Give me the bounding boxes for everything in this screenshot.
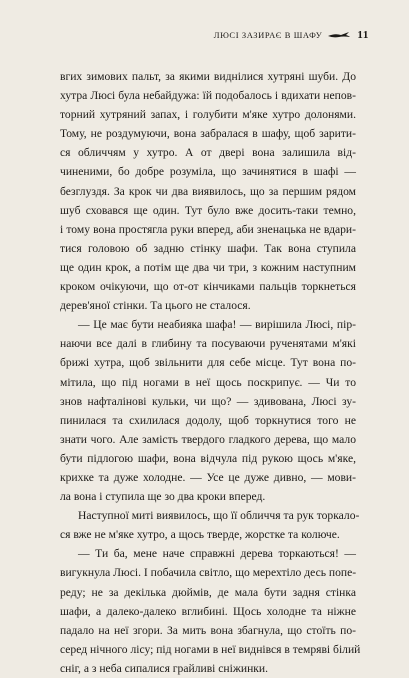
text-line: брижі хутра, щоб звільнити для себе місце. Тут вона по- [60, 356, 356, 370]
text-line: хутра Люсі була небайдужа: їй подобалось і вдихати непов- [60, 89, 356, 103]
ornament-icon [327, 31, 351, 39]
text-line: дерев'яної стінки. Та цього не сталося. [60, 299, 251, 313]
text-line: безглуздя. За крок чи два виявилось, що за першим рядом [60, 184, 356, 198]
text-line: вгих зимових пальт, за якими виднілися хутряні шуби. До [60, 70, 356, 83]
text-line: — Ти ба, мене наче справжні дерева торкаються! — [78, 547, 356, 561]
text-line: — Це має бути неабияка шафа! — вирішила Люсі, пір- [78, 318, 356, 332]
text-line: кроком очікуючи, що от-от кінчиками пальців торкнеться [60, 280, 356, 294]
text-line: пинилася та схилилася додолу, щоб торкнутися того не [60, 413, 356, 427]
text-line: крихке та дуже холодне. — Усе це дуже дивно, — мови- [60, 470, 356, 484]
text-line: Наступної миті виявилось, що її обличчя та рук торкало- [78, 509, 360, 523]
text-line: торний хутряний запах, і голубити м'яке хутро долонями. [60, 108, 356, 122]
text-line: мітила, що під ногами в неї щось поскрипує. — Чи то [60, 375, 356, 389]
text-line: і тому вона простягла руки вперед, аби зненацька не вдари- [60, 222, 356, 236]
text-line: сніг, а з неба сипалися грайливі сніжинки. [60, 661, 269, 675]
running-header [60, 27, 369, 43]
text-line: Тому, не роздумуючи, вона забралася в шафу, щоб зарити- [60, 127, 356, 141]
text-line: падало на неї згори. За мить вона збагнула, що стоїть по- [60, 623, 356, 637]
text-line: знов нафталінові кульки, чи що? — здивована, Люсі зу- [60, 394, 356, 408]
running-title: ЛЮСІ ЗАЗИРАЄ В ШАФУ [213, 30, 323, 40]
text-line: шуб сховався ще один. Тут було вже досить-таки темно, [60, 203, 356, 217]
text-line: знати чого. Але замість твердого гладкого дерева, що мало [60, 432, 356, 446]
text-line: ла вона і ступила ще зо два кроки вперед. [60, 490, 266, 504]
text-line: ще один крок, а потім ще два чи три, з кожним наступним [60, 260, 356, 274]
text-line: реду; не за декілька дюймів, де мала бути задня стінка [60, 585, 356, 599]
body-text [60, 67, 361, 678]
text-line: наючи все далі в глибину та посуваючи рученятами м'які [60, 337, 356, 351]
text-line: вигукнула Люсі. І побачила світло, що мерехтіло десь попе- [60, 566, 357, 580]
page-number: 11 [357, 29, 369, 41]
text-line: серед нічного лісу; під ногами в неї виднівся в темряві білий [60, 642, 361, 656]
text-line: шафи, а далеко-далеко вглибині. Щось холодне та ніжне [60, 604, 356, 618]
text-line: тися головою об задню стінку шафи. Так вона ступила [60, 241, 356, 255]
text-line: чиненими, бо добре розуміла, що зачинятися в шафі — [60, 165, 356, 179]
text-line: бути підлогою шафи, вона відчула під рукою щось м'яке, [60, 451, 356, 465]
text-line: ся вже не м'яке хутро, а щось тверде, жорстке та колюче. [60, 528, 340, 542]
text-line: ся обличчям у хутро. А от двері вона залишила від- [60, 146, 356, 160]
